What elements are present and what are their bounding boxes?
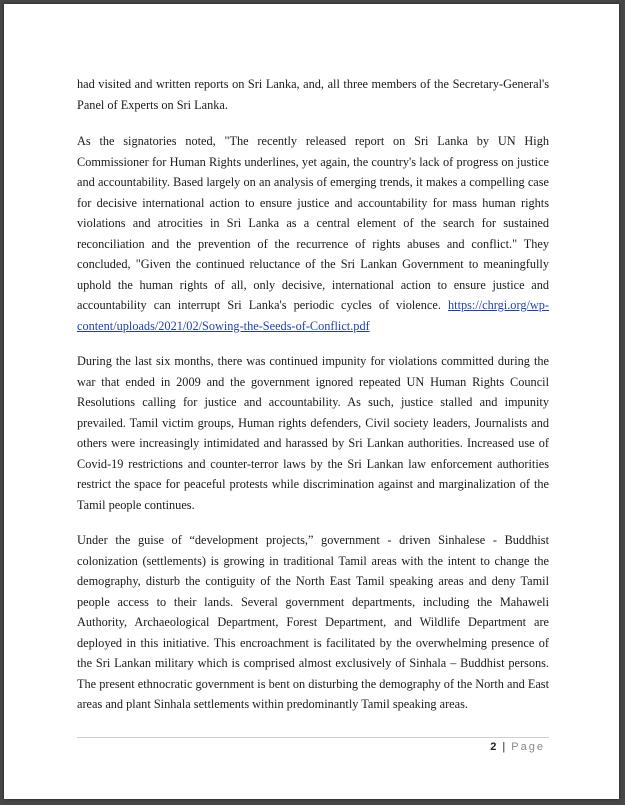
document-page <box>4 4 619 799</box>
paragraph-1-text: had visited and written reports on Sri Lanka, and, all three members of the Secretary-General's Panel of Experts on Sri Lanka. <box>77 77 549 112</box>
page-number: 2 <box>490 741 497 753</box>
paragraph-2 <box>77 131 549 336</box>
paragraph-2-text: As the signatories noted, "The recently released report on Sri Lanka by UN High Commissioner for Human Rights underlines, yet again, the country's lack of progress on justice and accountability. Based largely on an analysis of emerging trends, it makes a compelling case for decisive international action to ensure justice and accountability for mass human rights violations and atrocities in Sri Lanka as a central element of the search for sustained reconciliation and the prevention of the recurrence of rights abuses and conflict." They concluded, "Given the continued reluctance of the Sri Lankan Government to meaningfully uphold the human rights of all, only decisive, international action to ensure justice and accountability can interrupt Sri Lanka's periodic cycles of violence. <box>77 134 549 312</box>
footer-separator: | <box>502 741 506 753</box>
footer-divider <box>77 737 549 738</box>
page-footer <box>490 741 545 753</box>
paragraph-3-text: During the last six months, there was continued impunity for violations committed during the war that ended in 2009 and the government ignored repeated UN Human Rights Council Resolutions calling for justice and accountability. As such, justice stalled and impunity prevailed. Tamil victim groups, Human rights defenders, Civil society leaders, Journalists and others were increasingly intimidated and harassed by Sri Lankan authorities. Increased use of Covid-19 restrictions and counter-terror laws by the Sri Lankan law enforcement authorities restrict the space for peaceful protests while discrimination against and marginalization of the Tamil people continues. <box>77 354 549 512</box>
page-body <box>77 74 549 730</box>
page-label: Page <box>511 741 545 753</box>
paragraph-4 <box>77 530 549 715</box>
report-link[interactable]: https://chrgi.org/wp-content/uploads/2021/02/Sowing-the-Seeds-of-Conflict.pdf <box>77 298 550 333</box>
paragraph-3 <box>77 351 549 515</box>
paragraph-1 <box>77 74 549 115</box>
paragraph-4-text: Under the guise of “development projects,” government - driven Sinhalese - Buddhist colonization (settlements) is growing in traditional Tamil areas with the intent to change the demography, disturb the contiguity of the North East Tamil speaking areas and deny Tamil people access to their lands. Several government departments, including the Mahaweli Authority, Archaeological Department, Forest Department, and Wildlife Department are deployed in this initiative. This encroachment is facilitated by the overwhelming presence of the Sri Lankan military which is comprised almost exclusively of Sinhala – Buddhist persons. The present ethnocratic government is bent on disturbing the demography of the North and East areas and plant Sinhala settlements within predominantly Tamil speaking areas. <box>77 533 549 711</box>
